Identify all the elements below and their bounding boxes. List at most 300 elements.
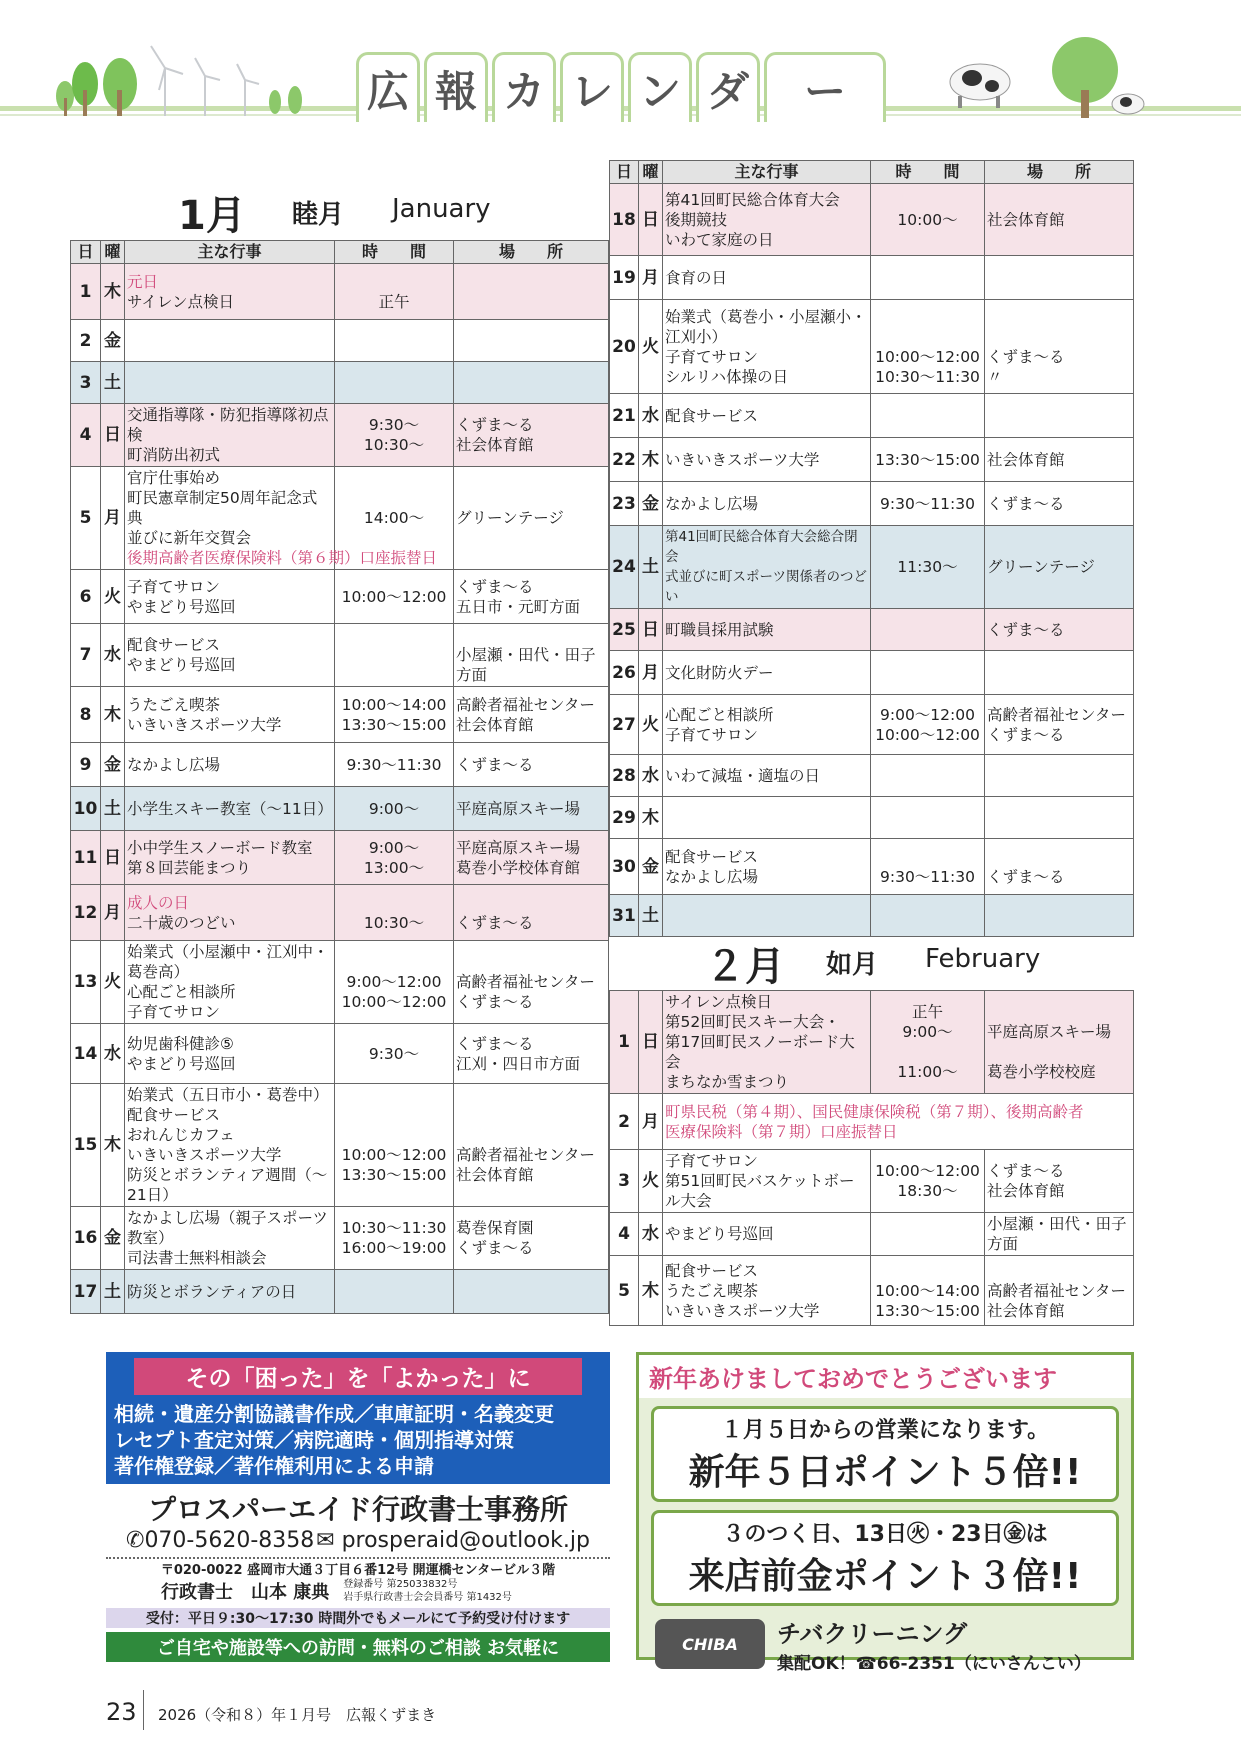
feb-calendar-table [609,990,1134,1326]
time-cell: 10:00～12:00 18:30～ [871,1150,985,1213]
ad-hours: 受付：平日９:30～17:30 時間外でもメールにて予約受け付けます [106,1608,610,1628]
place-cell: くずま～る 〃 [985,300,1134,394]
col-place: 場 所 [454,241,609,264]
notice-text: 後期高齢者医療保険料（第６期）口座振替日 [127,549,438,567]
event-text: 配食サービス うたごえ喫茶 いきいきスポーツ大学 [665,1261,820,1320]
event-text: なかよし広場 [127,755,221,774]
ad-services: 相続・遺産分割協議書作成／車庫証明・名義変更 レセプト査定対策／病院適時・個別指導対策 著作権登録／著作権利用による申請 [114,1402,554,1478]
jan-jp-name: 睦月 [292,200,345,230]
time-cell [871,651,985,695]
ad-greeting: 新年あけましておめでとうございます [639,1355,1131,1398]
event-text: 防災とボランティアの日 [127,1282,297,1301]
event-text: いわて減塩・適塩の日 [665,766,821,785]
col-time: 時 間 [871,161,985,184]
time-cell [871,797,985,839]
event-text: サイレン点検日 [127,292,235,311]
day-cell: 23 [610,482,639,526]
weekday-cell: 月 [639,256,663,300]
event-cell [663,1094,1134,1150]
table-row [610,526,1134,609]
time-cell: 10:30～ [335,885,454,941]
time-cell: 10:00～12:00 13:30～15:00 [335,1084,454,1207]
time-cell: 正午 9:00～ 11:00～ [871,991,985,1094]
col-place: 場 所 [985,161,1134,184]
col-event: 主な行事 [125,241,335,264]
day-cell: 2 [610,1094,639,1150]
table-row [71,264,609,320]
event-text: 食育の日 [665,268,728,287]
page-header [0,0,1241,150]
place-cell [454,362,609,404]
title-char-5: ン [628,52,692,122]
weekday-cell: 土 [101,787,125,831]
table-row [610,755,1134,797]
feb-month: ２月 [705,944,785,990]
event-text: 幼児歯科健診⑤ やまどり号巡回 [127,1034,236,1073]
ad-banner: その「困った」を「よかった」に [134,1358,582,1395]
place-cell: くずま～る [454,885,609,941]
day-cell: 17 [71,1270,101,1314]
event-text: 配食サービス [665,406,759,425]
ad-prosperaid [106,1352,610,1662]
event-text: 子育てサロン 第51回町民バスケットボール大会 [665,1152,855,1210]
table-row [610,895,1134,937]
event-text: 子育てサロン やまどり号巡回 [127,577,236,616]
table-row [71,787,609,831]
table-row [71,624,609,687]
phone-icon: ✆ [126,1528,145,1553]
holiday-label: 町県民税（第４期）、国民健康保険税（第７期）、後期高齢者 医療保険料（第７期）口座振替日 [665,1102,1084,1141]
holiday-label: 元日 [127,272,159,291]
place-cell: グリーンテージ [985,526,1134,609]
weekday-cell: 火 [101,570,125,624]
place-cell [985,797,1134,839]
weekday-cell: 木 [101,1084,125,1207]
place-cell [985,651,1134,695]
day-cell: 13 [71,941,101,1024]
time-cell: 9:30～11:30 [335,743,454,787]
event-cell [125,1024,335,1084]
time-cell: 9:30～11:30 [871,482,985,526]
time-cell [871,755,985,797]
place-cell: くずま～る [985,609,1134,651]
day-cell: 18 [610,184,639,256]
weekday-cell: 月 [101,885,125,941]
event-cell [125,320,335,362]
ad-chiba-cleaning [636,1352,1134,1674]
event-text: 官庁仕事始め 町民憲章制定50周年記念式典 並びに新年交賀会 [127,469,318,547]
event-cell [125,1270,335,1314]
day-cell: 31 [610,895,639,937]
time-cell [871,609,985,651]
event-cell [125,787,335,831]
weekday-cell: 水 [639,1213,663,1256]
weekday-cell: 日 [101,404,125,467]
table-row [71,404,609,467]
weekday-cell: 月 [639,1094,663,1150]
place-cell: 社会体育館 [985,184,1134,256]
event-text: 配食サービス やまどり号巡回 [127,636,236,674]
weekday-cell: 水 [101,1024,125,1084]
place-cell: 平庭高原スキー場 [454,787,609,831]
van-logo: CHIBA [655,1619,765,1669]
col-weekday: 曜 [639,161,663,184]
table-row [610,651,1134,695]
table-row [610,839,1134,895]
issue-info: 2026（令和８）年１月号 広報くずまき [158,1706,437,1724]
event-cell [663,256,871,300]
weekday-cell: 土 [639,526,663,609]
table-row [610,1256,1134,1326]
time-cell: 9:00～12:00 10:00～12:00 [335,941,454,1024]
table-row [71,885,609,941]
place-cell: くずま～る 社会体育館 [985,1150,1134,1213]
place-cell: 高齢者福祉センター 社会体育館 [985,1256,1134,1326]
table-row [610,1213,1134,1256]
jan-calendar-table-2 [609,160,1134,937]
time-cell [335,624,454,687]
time-cell: 11:30～ [871,526,985,609]
event-cell [663,1256,871,1326]
weekday-cell: 木 [101,687,125,743]
event-text: 始業式（五日市小・葛巻中） 配食サービス おれんじカフェ いきいきスポーツ大学 防災とボランティア週間（～21日） [127,1086,329,1204]
table-row [71,1207,609,1270]
cows-tree-illustration [940,30,1150,120]
jan-month: 1月 [178,193,246,239]
time-cell: 10:30～11:30 16:00～19:00 [335,1207,454,1270]
day-cell: 30 [610,839,639,895]
table-row [71,831,609,885]
weekday-cell: 火 [101,941,125,1024]
ad-bottom: ご自宅や施設等への訪問・無料のご相談 お気軽に [106,1632,610,1662]
weekday-cell: 火 [639,300,663,394]
event-cell [125,1207,335,1270]
day-cell: 21 [610,394,639,438]
title-char-4: レ [560,52,624,122]
event-cell [663,300,871,394]
weekday-cell: 水 [101,624,125,687]
event-cell [663,839,871,895]
place-cell: 高齢者福祉センター 社会体育館 [454,687,609,743]
event-text: 小中学生スノーボード教室 第８回芸能まつり [127,838,313,877]
time-cell: 9:30～ [335,1024,454,1084]
place-cell: 平庭高原スキー場 葛巻小学校校庭 [985,991,1134,1094]
day-cell: 12 [71,885,101,941]
place-cell [985,394,1134,438]
feb-en-name: February [925,944,1041,974]
weekday-cell: 金 [101,320,125,362]
event-text: 二十歳のつどい [127,913,236,932]
event-cell [125,570,335,624]
day-cell: 14 [71,1024,101,1084]
place-cell: 小屋瀬・田代・田子方面 [454,624,609,687]
day-cell: 15 [71,1084,101,1207]
table-row [71,687,609,743]
jan-calendar-table-1 [70,240,609,1314]
day-cell: 22 [610,438,639,482]
day-cell: 1 [610,991,639,1094]
table-row [610,1150,1134,1213]
event-text: 配食サービス なかよし広場 [665,847,759,886]
place-cell [985,895,1134,937]
place-cell [985,256,1134,300]
time-cell: 10:00～ [871,184,985,256]
trees-windmills-illustration [55,38,315,118]
table-row [71,743,609,787]
weekday-cell: 土 [639,895,663,937]
event-cell [663,797,871,839]
event-cell [125,687,335,743]
place-cell [985,755,1134,797]
day-cell: 2 [71,320,101,362]
weekday-cell: 土 [101,1270,125,1314]
mail-icon: ✉ [316,1528,335,1553]
day-cell: 29 [610,797,639,839]
title-char-3: カ [492,52,556,122]
event-cell [663,438,871,482]
event-cell [125,743,335,787]
weekday-cell: 月 [101,467,125,570]
ad-reg1: 登録番号 第25033832号 [343,1579,458,1590]
event-cell [125,362,335,404]
day-cell: 8 [71,687,101,743]
event-cell [663,482,871,526]
time-cell: 14:00～ [335,467,454,570]
event-cell [125,624,335,687]
day-cell: 11 [71,831,101,885]
table-row [71,570,609,624]
weekday-cell: 日 [639,609,663,651]
table-row [610,300,1134,394]
col-event: 主な行事 [663,161,871,184]
time-cell: 10:00～14:00 13:30～15:00 [871,1256,985,1326]
place-cell: くずま～る 社会体育館 [454,404,609,467]
time-cell: 9:00～ [335,787,454,831]
table-row [71,941,609,1024]
table-row [610,438,1134,482]
day-cell: 1 [71,264,101,320]
jan-en-name: January [392,194,491,224]
place-cell [454,320,609,362]
table-row [610,482,1134,526]
time-cell [871,1213,985,1256]
event-text: サイレン点検日 第52回町民スキー大会・ 第17回町民スノーボード大会 まちなか雪まつり [665,993,855,1091]
weekday-cell: 水 [639,755,663,797]
event-cell [663,184,871,256]
time-cell: 10:00～12:00 [335,570,454,624]
event-text: 文化財防火デー [665,663,774,682]
day-cell: 4 [610,1213,639,1256]
time-cell [335,1270,454,1314]
ad-shop-name: チバクリーニング [777,1620,968,1648]
ad-person: 行政書士 山本 康典 [161,1582,330,1603]
table-row [71,362,609,404]
event-cell [125,264,335,320]
page-number: 23 [106,1698,137,1726]
event-cell [663,695,871,755]
event-text: 心配ごと相談所 子育てサロン [665,705,774,744]
event-text: 交通指導隊・防犯指導隊初点検 町消防出初式 [127,406,329,464]
day-cell: 5 [71,467,101,570]
place-cell: くずま～る [454,743,609,787]
time-cell [871,256,985,300]
place-cell: くずま～る [985,482,1134,526]
table-row [71,1084,609,1207]
place-cell [454,264,609,320]
title-char-2: 報 [424,52,488,122]
weekday-cell: 木 [639,1256,663,1326]
day-cell: 27 [610,695,639,755]
ad-address: 〒020-0022 盛岡市大通３丁目６番12号 開運橋センタービル３階 [106,1557,610,1578]
ad-box1-line1: １月５日からの営業になります。 [720,1418,1050,1443]
feb-jp-name: 如月 [826,950,879,980]
event-cell [663,651,871,695]
time-cell: 10:00～14:00 13:30～15:00 [335,687,454,743]
place-cell [454,1270,609,1314]
place-cell: 社会体育館 [985,438,1134,482]
title-char-6: ダ [696,52,760,122]
event-cell [125,831,335,885]
place-cell: くずま～る 江刈・四日市方面 [454,1024,609,1084]
ad-reg2: 岩手県行政書士会会員番号 第1432号 [343,1592,512,1603]
time-cell [335,362,454,404]
table-row [610,394,1134,438]
weekday-cell: 金 [639,839,663,895]
day-cell: 9 [71,743,101,787]
ad-box2-line2: 来店前金ポイント３倍!! [688,1556,1082,1597]
table-row [71,467,609,570]
ad-box2-line1: ３のつく日、13日㊋・23日㊎は [722,1522,1048,1547]
day-cell: 25 [610,609,639,651]
table-row [71,320,609,362]
place-cell: 高齢者福祉センター くずま～る [454,941,609,1024]
event-cell [663,394,871,438]
event-text: 始業式（小屋瀬中・江刈中・葛巻高） 心配ごと相談所 子育てサロン [127,943,329,1021]
event-text: 始業式（葛巻小・小屋瀬小・ 江刈小） 子育てサロン シルリハ体操の日 [665,307,867,386]
event-text: 町職員採用試験 [665,620,774,639]
time-cell: 9:00～12:00 10:00～12:00 [871,695,985,755]
ad-box1-line2: 新年５日ポイント５倍!! [688,1452,1082,1493]
event-text: 第41回町民総合体育大会 後期競技 いわて家庭の日 [665,190,840,249]
event-cell [663,991,871,1094]
day-cell: 26 [610,651,639,695]
event-cell [125,941,335,1024]
weekday-cell: 水 [639,394,663,438]
weekday-cell: 金 [101,1207,125,1270]
place-cell: くずま～る 五日市・元町方面 [454,570,609,624]
event-text: 第41回町民総合体育大会総合閉会 式並びに町スポーツ関係者のつどい [665,529,867,605]
time-cell [871,895,985,937]
place-cell: 高齢者福祉センター 社会体育館 [454,1084,609,1207]
weekday-cell: 金 [101,743,125,787]
time-cell [335,320,454,362]
event-text: 小学生スキー教室（～11日） [127,799,333,818]
weekday-cell: 土 [101,362,125,404]
weekday-cell: 木 [639,797,663,839]
event-cell [125,404,335,467]
day-cell: 3 [610,1150,639,1213]
day-cell: 28 [610,755,639,797]
ad-email: prosperaid@outlook.jp [341,1528,590,1553]
col-time: 時 間 [335,241,454,264]
time-cell: 9:30～11:30 [871,839,985,895]
event-text: なかよし広場 [665,494,759,513]
col-day: 日 [610,161,639,184]
day-cell: 16 [71,1207,101,1270]
weekday-cell: 火 [639,695,663,755]
table-row [610,184,1134,256]
day-cell: 5 [610,1256,639,1326]
table-row [610,991,1134,1094]
table-row [71,1270,609,1314]
table-row [610,797,1134,839]
event-cell [663,609,871,651]
event-cell [125,1084,335,1207]
table-row [610,1094,1134,1150]
place-cell: 小屋瀬・田代・田子方面 [985,1213,1134,1256]
ad-company-name: プロスパーエイド行政書士事務所 [147,1493,568,1526]
holiday-label: 成人の日 [127,893,190,912]
page-footer [0,1686,1241,1736]
time-cell: 9:30～ 10:30～ [335,404,454,467]
weekday-cell: 日 [639,991,663,1094]
day-cell: 4 [71,404,101,467]
col-weekday: 曜 [101,241,125,264]
day-cell: 10 [71,787,101,831]
event-text: やまどり号巡回 [665,1225,774,1243]
event-cell [663,526,871,609]
time-cell: 正午 [335,264,454,320]
col-day: 日 [71,241,101,264]
place-cell: 高齢者福祉センター くずま～る [985,695,1134,755]
weekday-cell: 日 [639,184,663,256]
title-char-1: 広 [356,52,420,122]
time-cell: 10:00～12:00 10:30～11:30 [871,300,985,394]
day-cell: 24 [610,526,639,609]
place-cell: グリーンテージ [454,467,609,570]
weekday-cell: 火 [639,1150,663,1213]
event-text: いきいきスポーツ大学 [665,450,820,469]
weekday-cell: 木 [101,264,125,320]
place-cell: くずま～る [985,839,1134,895]
place-cell: 平庭高原スキー場 葛巻小学校体育館 [454,831,609,885]
table-row [71,1024,609,1084]
event-cell [663,755,871,797]
weekday-cell: 月 [639,651,663,695]
ad-contact: 集配OK！☎66-2351（にいさんこい） [777,1654,1091,1674]
day-cell: 3 [71,362,101,404]
title-char-7: ー [764,52,886,122]
weekday-cell: 木 [639,438,663,482]
table-row [610,256,1134,300]
table-row [610,609,1134,651]
event-cell [663,1213,871,1256]
table-row [610,695,1134,755]
event-cell [125,885,335,941]
event-cell [663,895,871,937]
day-cell: 20 [610,300,639,394]
event-text: なかよし広場（親子スポーツ教室） 司法書士無料相談会 [127,1209,328,1267]
time-cell: 9:00～ 13:00～ [335,831,454,885]
weekday-cell: 日 [101,831,125,885]
weekday-cell: 金 [639,482,663,526]
event-cell [663,1150,871,1213]
day-cell: 7 [71,624,101,687]
place-cell: 葛巻保育園 くずま～る [454,1207,609,1270]
day-cell: 19 [610,256,639,300]
time-cell [871,394,985,438]
event-text: うたごえ喫茶 いきいきスポーツ大学 [127,695,282,734]
